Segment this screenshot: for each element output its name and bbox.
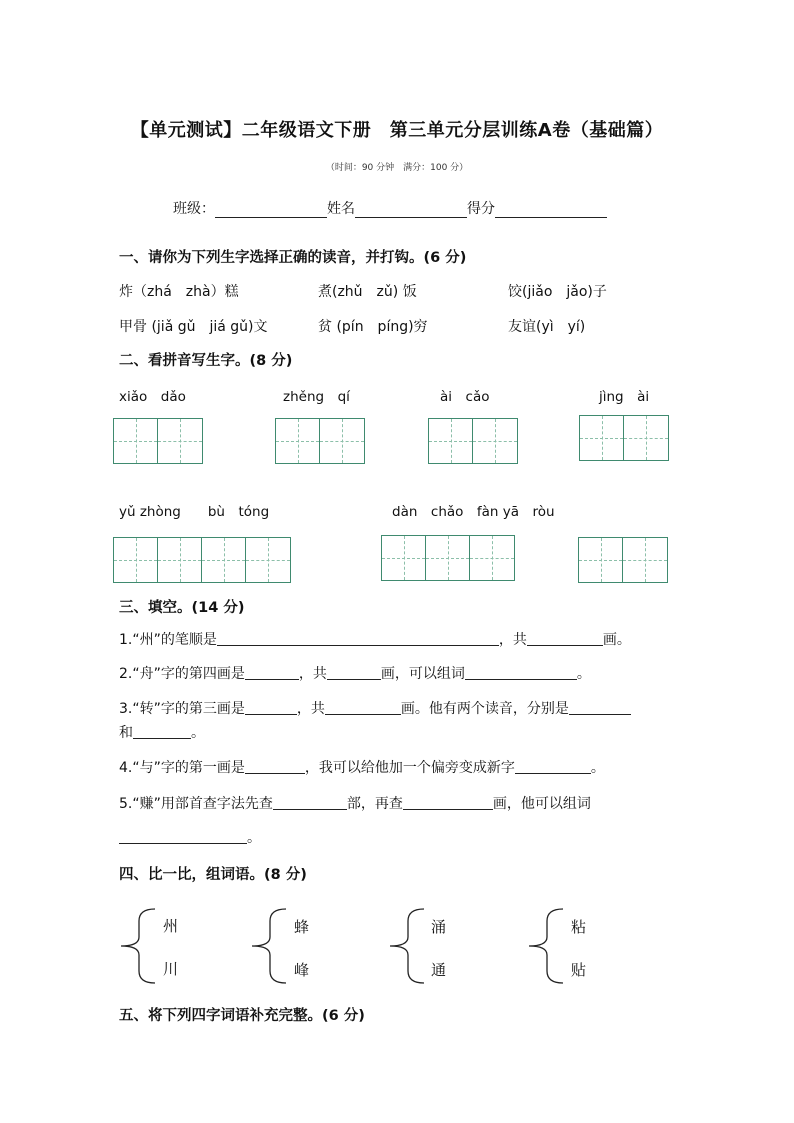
question-text: 部，再查: [346, 796, 403, 812]
writing-grid[interactable]: [579, 415, 669, 461]
student-info-row: [173, 198, 607, 218]
fill-question-2: [119, 663, 591, 683]
question-text: ，共: [296, 701, 325, 717]
compare-char: 涌: [431, 918, 447, 936]
writing-grid[interactable]: [113, 418, 203, 464]
compare-char: 川: [163, 960, 179, 978]
fill-question-1: [119, 629, 631, 649]
section3-heading: 三、填空。(14 分): [119, 600, 245, 616]
answer-blank[interactable]: [327, 664, 381, 680]
fill-question-3: [119, 698, 631, 718]
answer-blank[interactable]: [245, 758, 305, 774]
score-label: 得分: [467, 201, 495, 217]
answer-blank[interactable]: [245, 699, 297, 715]
answer-blank[interactable]: [119, 828, 247, 844]
question-text: 画。: [602, 632, 631, 648]
exam-time-score: （时间：90 分钟 满分：100 分）: [325, 163, 469, 173]
writing-grid[interactable]: [113, 537, 291, 583]
question-text: 4.“与”字的第一画是: [119, 760, 245, 776]
class-field[interactable]: [215, 201, 327, 218]
brace-icon: [386, 907, 426, 985]
pronunciation-item[interactable]: 友谊(yì yí): [508, 319, 586, 335]
answer-blank[interactable]: [273, 794, 347, 810]
question-text: 3.“转”字的第三画是: [119, 701, 245, 717]
section5-heading: 五、将下列四字词语补充完整。(6 分): [119, 1008, 365, 1024]
writing-grid[interactable]: [428, 418, 518, 464]
answer-blank[interactable]: [245, 664, 299, 680]
section1-heading: 一、请你为下列生字选择正确的读音，并打钩。(6 分): [119, 250, 467, 266]
pronunciation-item[interactable]: 炸（zhá zhà）糕: [119, 284, 239, 300]
page-title: 【单元测试】二年级语文下册 第三单元分层训练A卷（基础篇）: [130, 120, 664, 141]
answer-blank[interactable]: [403, 794, 493, 810]
pinyin-prompt: zhěng qí: [283, 389, 350, 405]
question-text: 画，他可以组词: [492, 796, 591, 812]
question-text: 画，可以组词: [380, 666, 465, 682]
compare-char: 贴: [571, 961, 587, 979]
writing-grid[interactable]: [578, 537, 668, 583]
fill-question-3-cont: [119, 722, 205, 742]
section4-heading: 四、比一比，组词语。(8 分): [119, 867, 307, 883]
compare-char: 蜂: [294, 918, 310, 936]
answer-blank[interactable]: [569, 699, 631, 715]
fill-question-5: [119, 793, 591, 813]
brace-icon: [248, 907, 288, 985]
answer-blank[interactable]: [527, 630, 603, 646]
question-text: 。: [576, 666, 591, 682]
question-text: 。: [247, 830, 261, 846]
question-text: 。: [590, 760, 605, 776]
name-label: 姓名: [327, 201, 355, 217]
question-text: 画。他有两个读音，分别是: [400, 701, 569, 717]
pinyin-prompt: dàn chǎo fàn yā ròu: [392, 504, 555, 520]
score-field[interactable]: [495, 201, 607, 218]
fill-question-5-cont: [119, 827, 261, 847]
question-text: 和: [119, 725, 133, 741]
writing-grid[interactable]: [381, 535, 515, 581]
answer-blank[interactable]: [325, 699, 401, 715]
question-text: 1.“州”的笔顺是: [119, 632, 217, 648]
fill-question-4: [119, 757, 605, 777]
pronunciation-item[interactable]: 甲骨 (jiǎ gǔ jiá gǔ)文: [119, 319, 268, 335]
compare-char: 粘: [571, 918, 587, 936]
answer-blank[interactable]: [515, 758, 591, 774]
brace-icon: [117, 907, 157, 985]
pronunciation-item[interactable]: 贫 (pín píng)穷: [318, 319, 428, 335]
brace-icon: [525, 907, 565, 985]
answer-blank[interactable]: [133, 723, 191, 739]
question-text: 。: [191, 725, 205, 741]
writing-grid[interactable]: [275, 418, 365, 464]
question-text: ，共: [498, 632, 527, 648]
class-label: 班级：: [173, 201, 215, 217]
section2-heading: 二、看拼音写生字。(8 分): [119, 353, 293, 369]
compare-char: 州: [163, 917, 179, 935]
pronunciation-item[interactable]: 煮(zhǔ zǔ) 饭: [318, 284, 417, 300]
question-text: 2.“舟”字的第四画是: [119, 666, 245, 682]
question-text: ，我可以给他加一个偏旁变成新字: [304, 760, 515, 776]
pinyin-prompt: xiǎo dǎo: [119, 389, 186, 405]
question-text: 5.“赚”用部首查字法先查: [119, 796, 273, 812]
pinyin-prompt: ài cǎo: [440, 389, 490, 405]
pinyin-prompt: jìng ài: [599, 389, 650, 405]
question-text: ，共: [298, 666, 327, 682]
answer-blank[interactable]: [465, 664, 577, 680]
compare-char: 峰: [294, 961, 310, 979]
pronunciation-item[interactable]: 饺(jiǎo jǎo)子: [508, 284, 607, 300]
answer-blank[interactable]: [217, 630, 499, 646]
pinyin-prompt: yǔ zhòng bù tóng: [119, 504, 270, 520]
compare-char: 通: [431, 961, 447, 979]
name-field[interactable]: [355, 201, 467, 218]
